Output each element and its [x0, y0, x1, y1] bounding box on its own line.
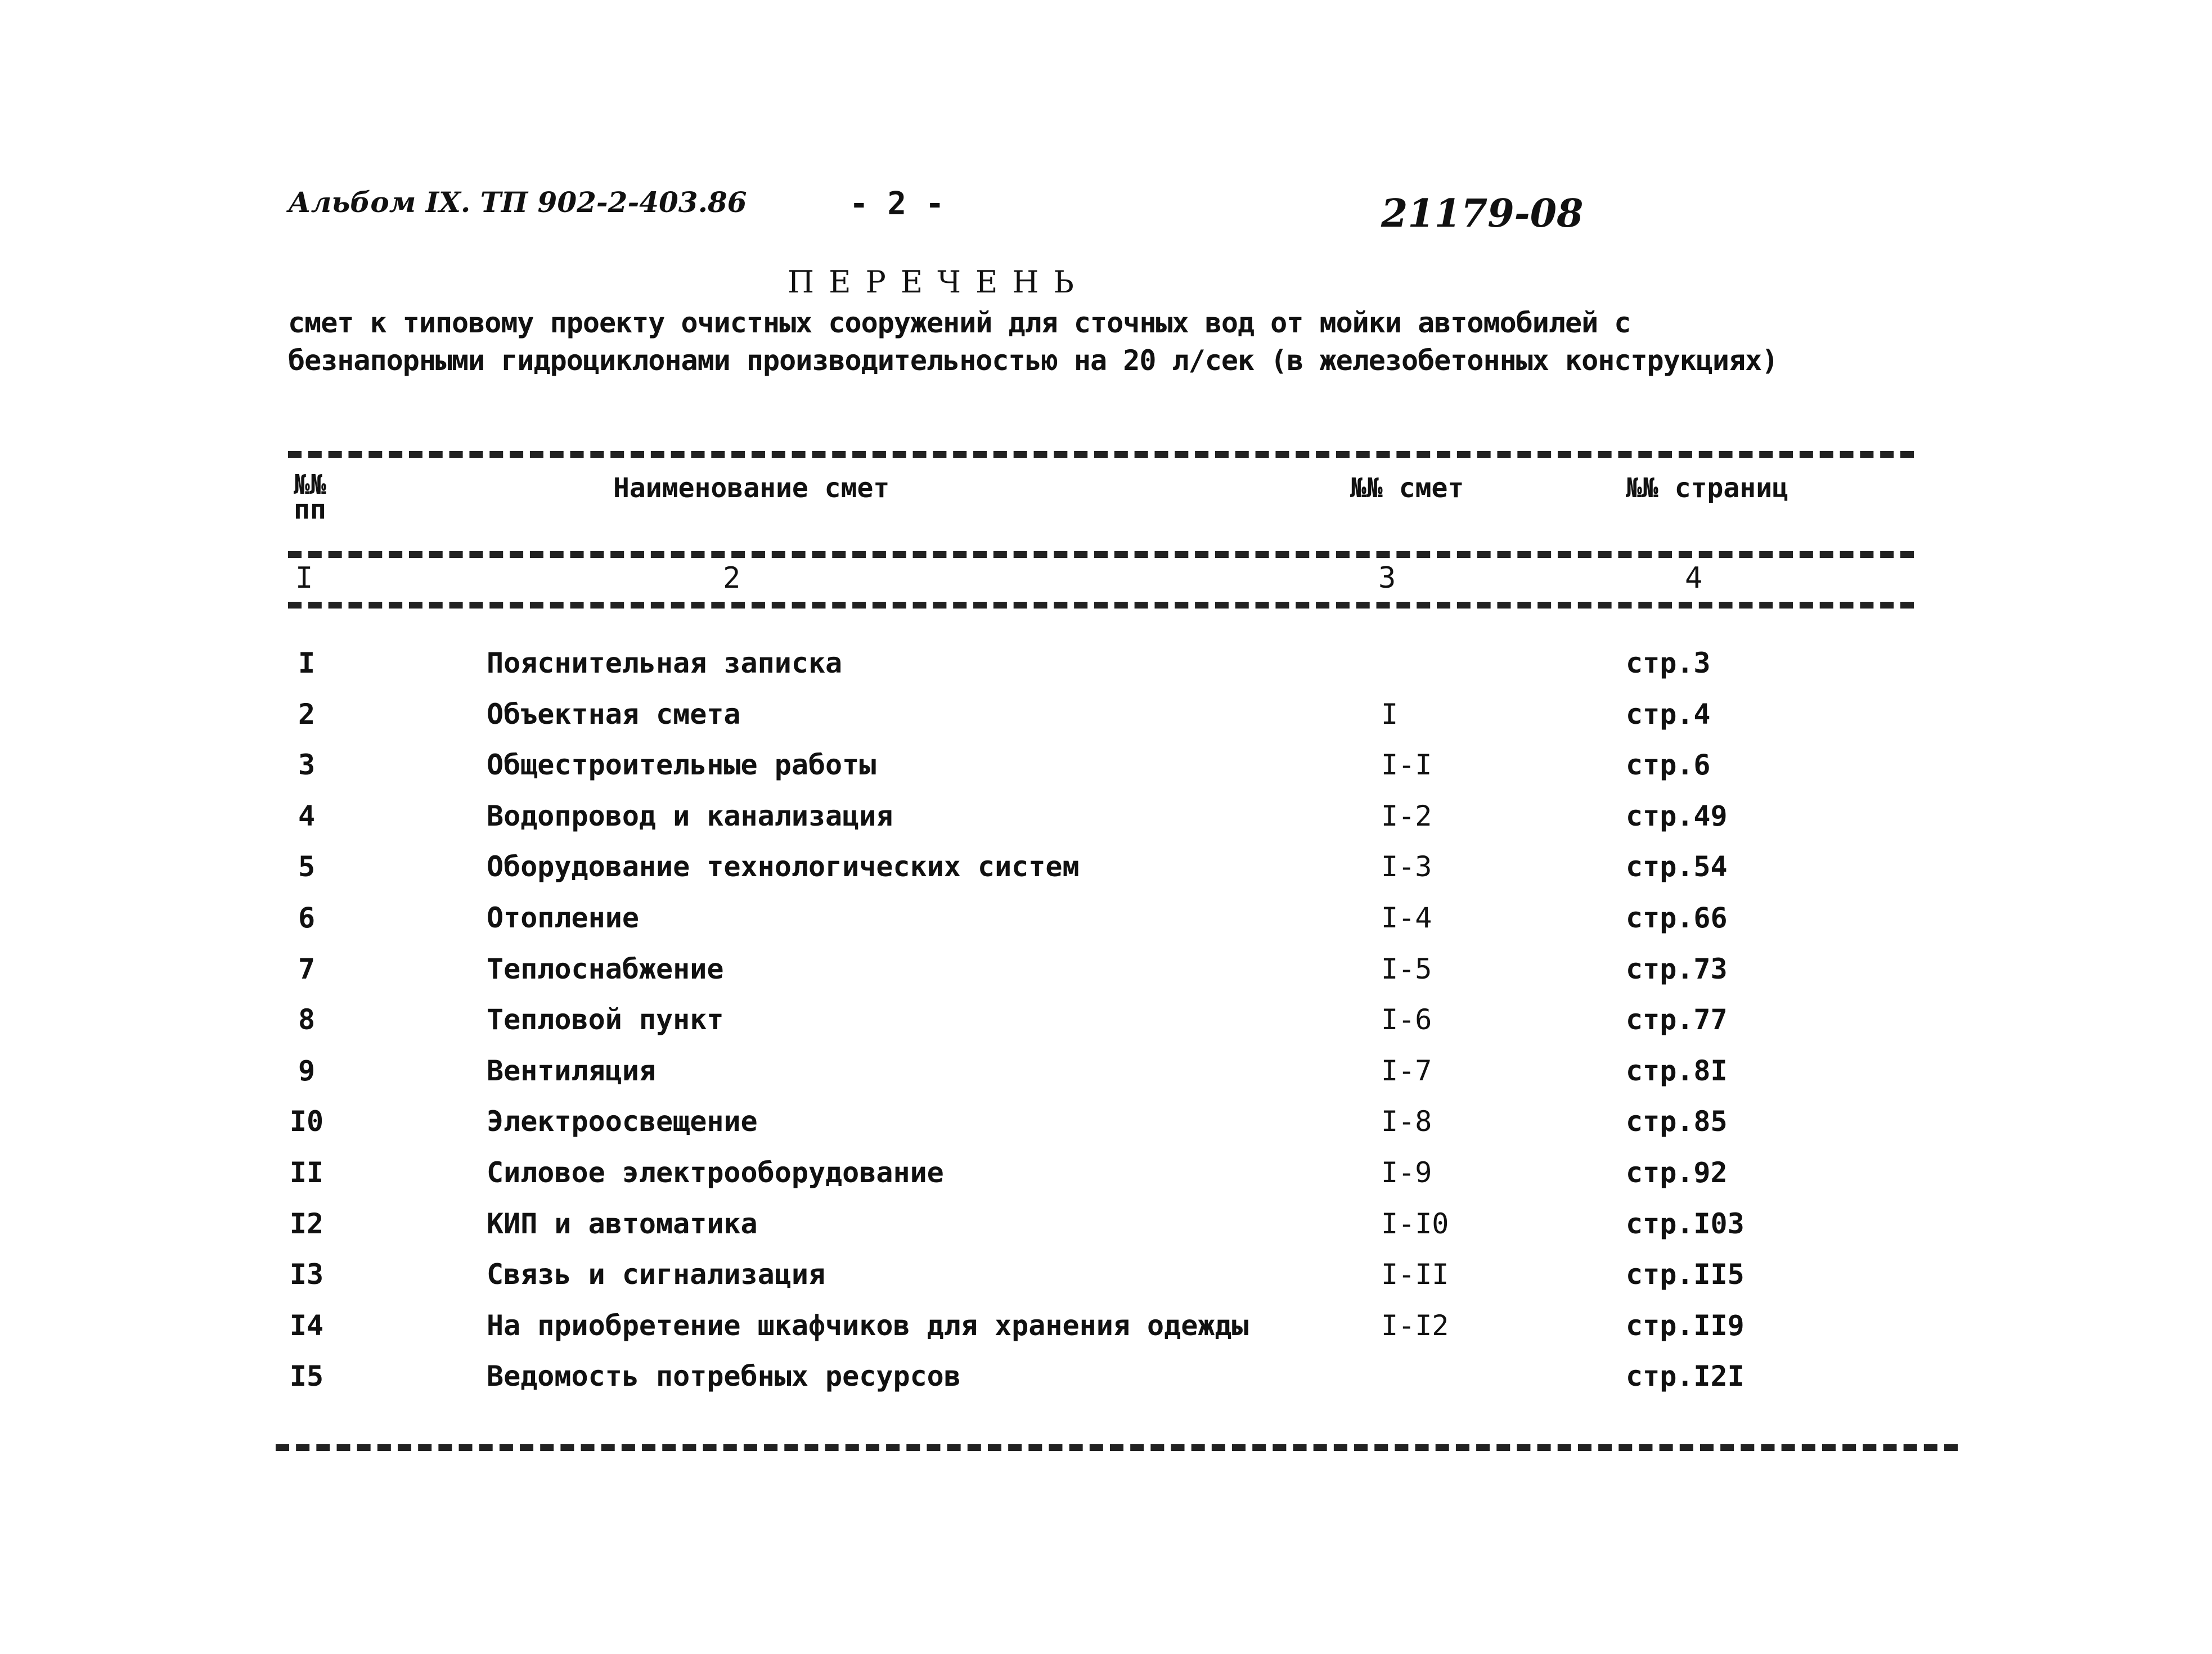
header-name: Наименование смет: [613, 472, 890, 504]
row-page: стр.II9: [1626, 1309, 1745, 1342]
row-estimate: I-II: [1381, 1258, 1449, 1291]
row-number: 9: [298, 1054, 316, 1087]
row-estimate: I-2: [1381, 799, 1432, 832]
table-row: [0, 698, 2212, 749]
row-page: стр.77: [1626, 1003, 1728, 1036]
row-name: Вентиляция: [487, 1054, 657, 1087]
table-top-rule: [288, 451, 1914, 458]
row-number: I3: [289, 1258, 324, 1291]
document-title: ПЕРЕЧЕНЬ: [788, 264, 1089, 300]
row-page: стр.I2I: [1626, 1360, 1745, 1393]
row-name: Оборудование технологических систем: [487, 850, 1080, 884]
row-estimate: I-8: [1381, 1105, 1432, 1138]
row-estimate: I-9: [1381, 1156, 1432, 1189]
row-page: стр.8I: [1626, 1054, 1728, 1087]
row-number: II: [289, 1156, 324, 1189]
document-subtitle-line-1: смет к типовому проекту очистных сооружений для сточных вод от мойки автомобилей с: [288, 307, 1631, 339]
row-page: стр.49: [1626, 799, 1728, 832]
table-row: [0, 953, 2212, 1004]
row-number: 7: [298, 952, 316, 985]
row-number: 4: [298, 799, 316, 832]
row-page: стр.73: [1626, 952, 1728, 985]
row-estimate: I: [1381, 697, 1399, 731]
column-number-4: 4: [1685, 561, 1703, 595]
table-row: [0, 902, 2212, 953]
document-code: 21179-08: [1381, 191, 1584, 236]
row-page: стр.66: [1626, 901, 1728, 934]
row-name: Отопление: [487, 901, 639, 934]
row-name: Тепловой пункт: [487, 1003, 724, 1036]
table-row: [0, 1207, 2212, 1259]
row-page: стр.3: [1626, 647, 1711, 679]
row-name: Общестроительные работы: [487, 749, 876, 782]
table-row: [0, 647, 2212, 698]
header-number: №№ пп: [294, 469, 326, 525]
header-estimate: №№ смет: [1350, 472, 1464, 504]
row-number: I2: [289, 1207, 324, 1240]
row-number: I0: [289, 1105, 324, 1138]
row-estimate: I-5: [1381, 952, 1432, 985]
row-estimate: I-I2: [1381, 1309, 1449, 1342]
table-row: [0, 1360, 2212, 1411]
table-row: [0, 850, 2212, 902]
row-estimate: I-7: [1381, 1054, 1432, 1087]
table-row: [0, 1003, 2212, 1054]
column-number-3: 3: [1378, 561, 1396, 595]
row-name: Силовое электрооборудование: [487, 1156, 944, 1189]
table-row: [0, 1309, 2212, 1360]
row-name: На приобретение шкафчиков для хранения одежды: [487, 1309, 1249, 1342]
row-estimate: I-I0: [1381, 1207, 1449, 1240]
row-number: 2: [298, 697, 316, 731]
table-row: [0, 800, 2212, 851]
row-number: 6: [298, 901, 316, 934]
table-bottom-rule: [276, 1444, 1958, 1451]
header-pages: №№ страниц: [1626, 472, 1788, 504]
row-name: Водопровод и канализация: [487, 799, 893, 832]
estimate-list: [0, 647, 2212, 1411]
row-name: Объектная смета: [487, 697, 741, 731]
table-row: [0, 1054, 2212, 1106]
row-name: Теплоснабжение: [487, 952, 724, 985]
table-row: [0, 1105, 2212, 1156]
row-number: 5: [298, 850, 316, 884]
row-name: Пояснительная записка: [487, 647, 843, 679]
album-reference: Альбом IX. ТП 902-2-403.86: [288, 186, 747, 219]
row-number: I4: [289, 1309, 324, 1342]
row-name: Связь и сигнализация: [487, 1258, 826, 1291]
table-row: [0, 749, 2212, 800]
column-number-rule: [288, 602, 1914, 609]
document-subtitle-line-2: безнапорными гидроциклонами производительностью на 20 л/сек (в железобетонных конструкциях): [288, 344, 1778, 377]
row-page: стр.6: [1626, 749, 1711, 782]
row-estimate: I-4: [1381, 901, 1432, 934]
row-estimate: I-6: [1381, 1003, 1432, 1036]
page-number: - 2 -: [849, 186, 945, 222]
row-page: стр.II5: [1626, 1258, 1745, 1291]
row-estimate: I-3: [1381, 850, 1432, 884]
row-name: Электроосвещение: [487, 1105, 758, 1138]
row-number: I: [298, 647, 316, 679]
row-page: стр.92: [1626, 1156, 1728, 1189]
row-page: стр.54: [1626, 850, 1728, 884]
table-row: [0, 1156, 2212, 1207]
row-name: КИП и автоматика: [487, 1207, 758, 1240]
row-page: стр.85: [1626, 1105, 1728, 1138]
row-page: стр.I03: [1626, 1207, 1745, 1240]
column-number-2: 2: [723, 561, 741, 595]
row-estimate: I-I: [1381, 749, 1432, 782]
table-row: [0, 1258, 2212, 1309]
row-name: Ведомость потребных ресурсов: [487, 1360, 961, 1393]
row-page: стр.4: [1626, 697, 1711, 731]
row-number: 3: [298, 749, 316, 782]
column-number-1: I: [295, 561, 313, 595]
header-rule: [288, 551, 1914, 558]
row-number: I5: [289, 1360, 324, 1393]
row-number: 8: [298, 1003, 316, 1036]
